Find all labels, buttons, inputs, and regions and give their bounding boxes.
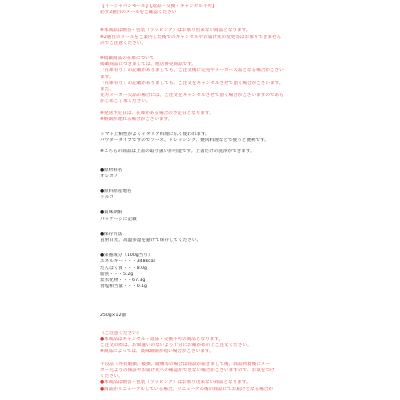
- description-note: ※こちらの商品は上書の取り扱いが可能です。上書だけの洗浄ができます。: [100, 149, 255, 155]
- caution-line: ●商品がリニューアルしている場合、リニューアル後の商品にてお届けとなる場合が: [100, 386, 273, 392]
- nutrition-line: 炭水化物・・・67.3g: [100, 278, 146, 284]
- spec-heading: ●原料原産地名: [100, 189, 132, 195]
- notice-line: ※本商品は贈答・包装（ラッピング）はお承り出来ない商品となります。: [100, 28, 251, 34]
- notice-line: 先方メーカー欠品の場合には、ご注文をキャンセルさせて頂く場合がございますのであら: [100, 93, 284, 99]
- product-description: [100, 132, 400, 156]
- notice-line: 「在庫有り」の記載がありましても、ご注文をキャンセルさせて頂く場合がございます。: [100, 80, 284, 86]
- spec-origin: [100, 189, 400, 201]
- notice-line: ます。: [100, 74, 114, 80]
- nutrition-line: エネルギー・・・348kcal: [100, 259, 155, 265]
- notice-line: また、: [100, 87, 114, 93]
- notice-line: ※掲載商品の在庫について: [100, 56, 155, 62]
- caution-line: ●本商品は贈答・包装（ラッピング）はお承り出来ない商品となります。: [100, 380, 251, 386]
- header-block: [100, 4, 400, 16]
- nutrition-heading: ●栄養成分（100g当り）: [100, 253, 153, 259]
- notice-line: 掲載商品につきましては、他店併売商品です。: [100, 62, 197, 68]
- spec-heading: ●保存方法: [100, 231, 123, 237]
- description-line: トマト上相性がよくイタリア料理に広く使われます。: [100, 132, 210, 138]
- caution-line: 不良品（外装破損、破損、破壊等の場合は商品が届きまして後、商品到着後にメー: [100, 361, 270, 367]
- notice-line: ※2通目のメールをご案内した後でのキャンセルやお届け先の変更等はお承りできません: [100, 34, 282, 40]
- spec-best-before: [100, 210, 400, 222]
- spec-ingredients: [100, 168, 400, 180]
- caution-line: ください。: [100, 374, 123, 380]
- spec-value: 直射日光、高温多湿を避けて保存してください。: [100, 238, 202, 244]
- notice-line: 「在庫有り」の記載がありましても、ご注文後に完売やメーカー欠品となる場合がござい: [100, 68, 284, 74]
- spec-heading: ●原材料名: [100, 167, 123, 173]
- nutrition-line: たんぱく質・・・8.0g: [100, 265, 147, 271]
- notice-line: ※納期が遅れる場合がございます。: [100, 116, 173, 122]
- spec-value: オレガノ: [100, 173, 119, 179]
- nutrition-line: 脂質・・・5.2g: [100, 271, 134, 277]
- spec-value: トルコ: [100, 195, 114, 201]
- spec-storage: [100, 232, 400, 244]
- caution-line: ※商品によっては、賞味期限が短い場合がございます。: [100, 349, 214, 355]
- nutrition-line: 食塩相当量・・・0.1g: [100, 284, 147, 290]
- caution-line: ご注文の際は、お間違いのないよう十分にお確かめの上ご注文ください。: [100, 343, 252, 349]
- wrapping-notice: [100, 28, 400, 47]
- spec-heading: ●賞味期限: [100, 210, 123, 216]
- notice-line: のでご注意ください。: [100, 40, 146, 46]
- shipping-notice: [100, 111, 400, 123]
- caution-notice: [100, 331, 400, 393]
- stock-notice: [100, 56, 400, 106]
- caution-line: カー元よりの保証やお届け先への確認ができない場合がございますので、お気をつけ: [100, 367, 275, 373]
- quantity-text: 250g×12個: [100, 312, 126, 318]
- caution-line: 《ご注意ください》: [100, 330, 142, 336]
- description-line: パウダータイプですのでソース、ドレッシング、焼肉料理などで使うと便利です。: [100, 138, 269, 144]
- header-email-notice: 必ず2通目のメールをご確認ください: [100, 10, 177, 16]
- notice-line: かじめご了承ください。: [100, 99, 151, 105]
- nutrition-facts: [100, 253, 400, 290]
- caution-line: ●本商品はキャンセル・返品・交換不可の商品となります。: [100, 336, 224, 342]
- notice-line: ※発送予定日は、在庫がある場合の予定日となります。: [100, 110, 214, 116]
- header-shop-title: 【イージャパンモール】【返品・交換・キャンセル不可】: [100, 4, 217, 9]
- spec-value: パッケージに記載: [100, 216, 137, 222]
